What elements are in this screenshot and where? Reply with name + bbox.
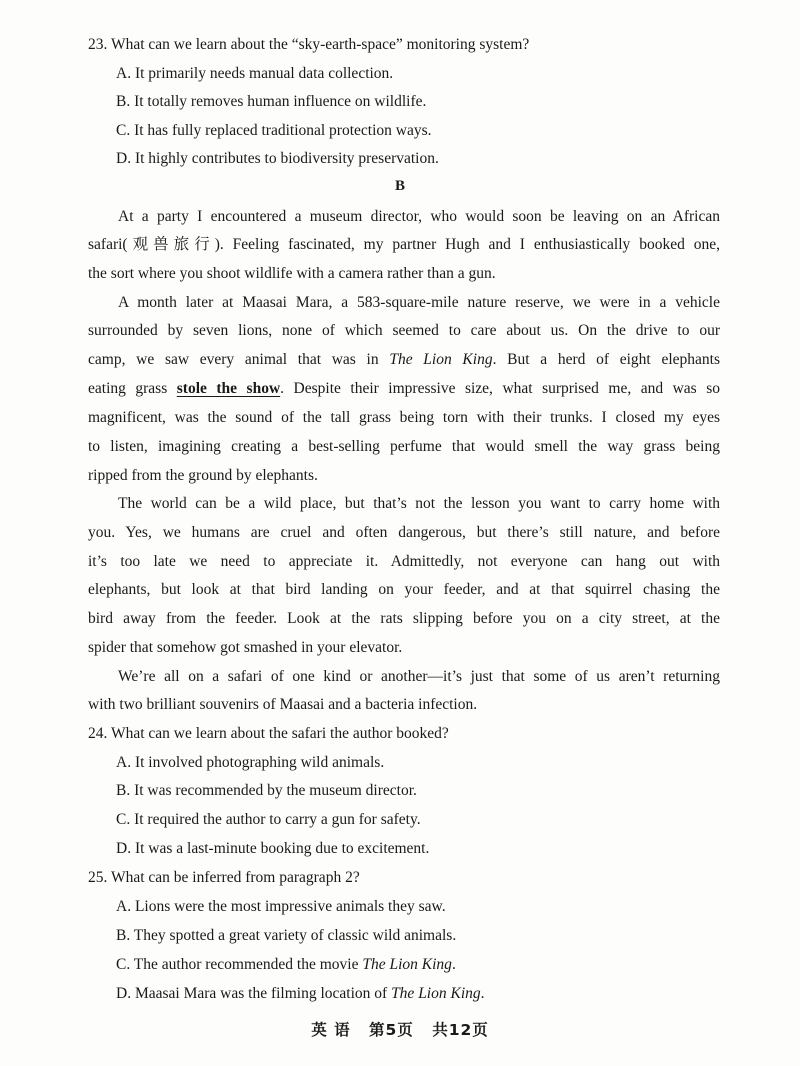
q25-option-b: B. They spotted a great variety of classic wild animals. <box>116 927 457 944</box>
p1-line-2: safari(观兽旅行). Feeling fascinated, my partner Hugh and I enthusiastically booked one, <box>88 236 720 253</box>
p2-line-6: to listen, imagining creating a best-selling perfume that would smell the way grass being <box>88 438 720 455</box>
p1-line-3: the sort where you shoot wildlife with a camera rather than a gun. <box>88 265 496 282</box>
p2-line-4-pre: eating grass <box>88 380 177 397</box>
footer-subject: 英 语 <box>311 1021 351 1039</box>
p3-line-4: elephants, but look at that bird landing on your feeder, and at that squirrel chasing the <box>88 581 720 598</box>
p1-line-1: At a party I encountered a museum director, who would soon be leaving on an African <box>118 208 720 225</box>
lion-king-title: The Lion King <box>389 351 493 368</box>
p2-line-2: surrounded by seven lions, none of which seemed to care about us. On the drive to our <box>88 322 720 339</box>
q25-option-d-title: The Lion King <box>391 985 481 1002</box>
p2-line-3-post: . But a herd of eight elephants <box>492 351 720 368</box>
footer-page-number: 第5页 <box>369 1021 414 1039</box>
p3-line-3: it’s too late we need to appreciate it. Admittedly, not everyone can hang out with <box>88 553 720 570</box>
q24-option-b: B. It was recommended by the museum director. <box>116 782 417 799</box>
q25-option-c-post: . <box>451 956 456 973</box>
p2-line-4 <box>88 379 720 399</box>
q25-option-d-post: . <box>480 985 485 1002</box>
footer-total-pages: 共12页 <box>432 1021 489 1039</box>
q23-option-b: B. It totally removes human influence on wildlife. <box>116 93 427 110</box>
q25-option-c-pre: C. The author recommended the movie <box>116 956 363 973</box>
q25-stem: 25. What can be inferred from paragraph 2? <box>88 869 360 886</box>
p2-line-5: magnificent, was the sound of the tall grass being torn with their trunks. I closed my eyes <box>88 409 720 426</box>
p3-line-6: spider that somehow got smashed in your elevator. <box>88 639 403 656</box>
q25-option-d-pre: D. Maasai Mara was the filming location of <box>116 985 392 1002</box>
p4-line-2: with two brilliant souvenirs of Maasai and a bacteria infection. <box>88 696 478 713</box>
p3-line-1: The world can be a wild place, but that’s not the lesson you want to carry home with <box>118 495 720 512</box>
q23-option-d: D. It highly contributes to biodiversity preservation. <box>116 150 439 167</box>
q23-option-a: A. It primarily needs manual data collection. <box>116 65 394 82</box>
page-footer <box>0 1018 800 1040</box>
section-label-b: B <box>394 178 405 194</box>
q24-option-a: A. It involved photographing wild animals. <box>116 754 385 771</box>
p2-line-7: ripped from the ground by elephants. <box>88 467 318 484</box>
q23-option-c: C. It has fully replaced traditional protection ways. <box>116 122 432 139</box>
q24-option-d: D. It was a last-minute booking due to excitement. <box>116 840 430 857</box>
q24-stem: 24. What can we learn about the safari the author booked? <box>88 725 449 742</box>
q24-option-c: C. It required the author to carry a gun for safety. <box>116 811 421 828</box>
p3-line-2: you. Yes, we humans are cruel and often dangerous, but there’s still nature, and before <box>88 524 720 541</box>
q25-option-d <box>116 984 485 1004</box>
p2-line-4-post: . Despite their impressive size, what surprised me, and was so <box>280 380 720 397</box>
p2-line-3 <box>88 350 720 370</box>
p4-line-1: We’re all on a safari of one kind or another—it’s just that some of us aren’t returning <box>118 668 720 685</box>
q23-stem: 23. What can we learn about the “sky-earth-space” monitoring system? <box>88 36 530 53</box>
p2-line-1: A month later at Maasai Mara, a 583-square-mile nature reserve, we were in a vehicle <box>118 294 720 311</box>
p3-line-5: bird away from the feeder. Look at the rats slipping before you on a city street, at the <box>88 610 720 627</box>
q25-option-c <box>116 955 456 975</box>
q25-option-a: A. Lions were the most impressive animals they saw. <box>116 898 446 915</box>
underlined-phrase: stole the show <box>176 380 281 397</box>
p2-line-3-pre: camp, we saw every animal that was in <box>88 351 390 368</box>
q25-option-c-title: The Lion King <box>362 956 452 973</box>
